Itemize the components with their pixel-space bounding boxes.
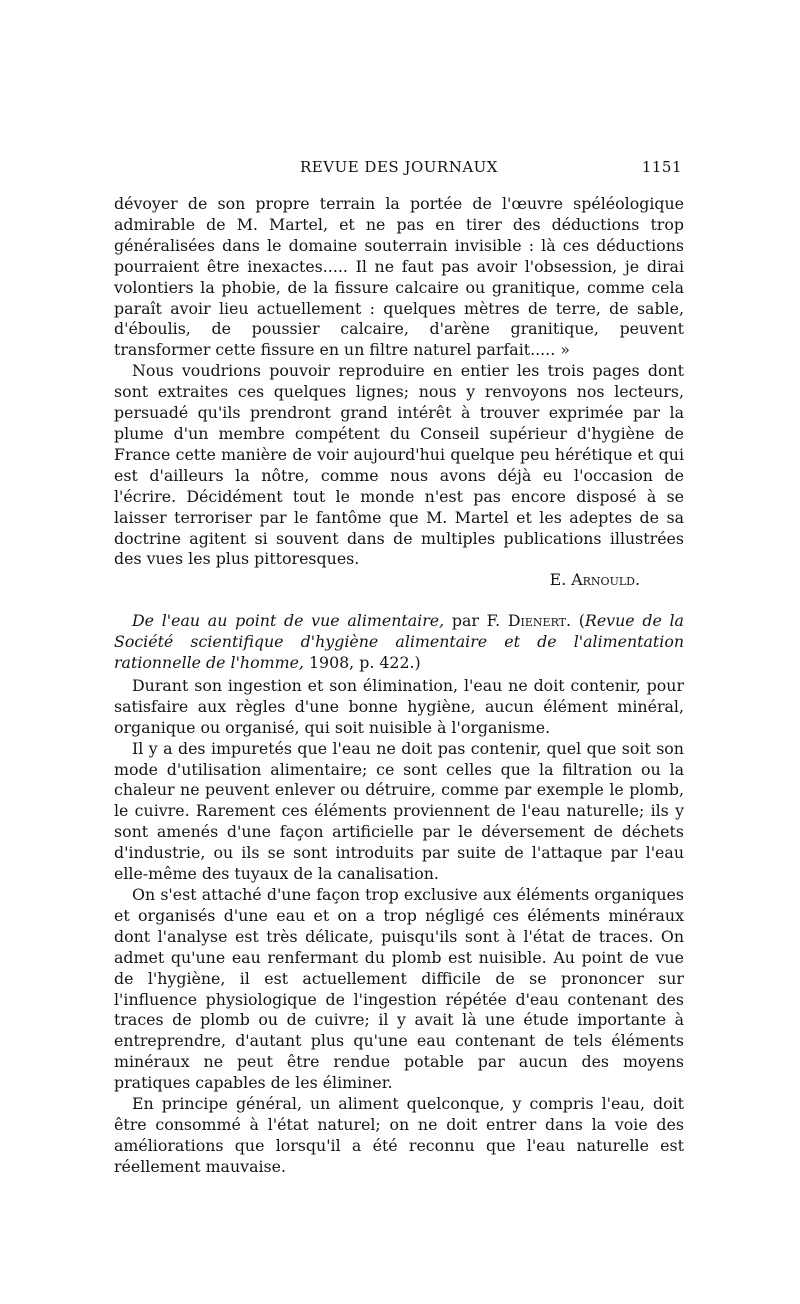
article2-source: Revue de la Société scientifique d'hygiène alimentaire et de l'alimentation rationnelle de l'homme, (114, 611, 684, 673)
article2-paragraph-2: Il y a des impuretés que l'eau ne doit pas contenir, quel que soit son mode d'utilisation alimentaire; ce sont celles que la filtration ou la chaleur ne peuvent enlever ou détruire, comme par exemple le plomb, le cuivre. Rarement ces éléments proviennent de l'eau naturelle; ils y sont amenés d'une façon artificielle par le déversement de déchets d'industrie, ou ils se sont introduits par suite de l'attaque par l'eau elle-même des tuyaux de la canalisation. (114, 738, 684, 884)
running-title: REVUE DES JOURNAUX (300, 158, 498, 176)
article2-source-open: ( (578, 611, 585, 631)
article2-paragraph-3: On s'est attaché d'une façon trop exclusive aux éléments organiques et organisés d'une eau et on a trop négligé ces éléments minéraux dont l'analyse est très délicate, puisqu'ils sont à l'état de traces. On admet qu'une eau renfermant du plomb est nuisible. Au point de vue de l'hygiène, il est actuellement difficile de se prononcer sur l'influence physiologique de l'ingestion répétée d'eau contenant des traces de plomb ou de cuivre; il y avait là une étude importante à entreprendre, d'autant plus qu'une eau contenant de tels éléments minéraux ne peut être rendue potable par aucun des moyens pratiques capables de les éliminer. (114, 885, 684, 1093)
article1-signature: E. Arnould. (549, 570, 640, 590)
article1-paragraph-2: Nous voudrions pouvoir reproduire en entier les trois pages dont sont extraites ces quelques lignes; nous y renvoyons nos lecteurs, persuadé qu'ils prendront grand intérêt à trouver exprimée par la plume d'un membre compétent du Conseil supérieur d'hygiène de France cette manière de voir aujourd'hui quelque peu hérétique et qui est d'ailleurs la nôtre, comme nous avons déjà eu l'occasion de l'écrire. Décidément tout le monde n'est pas encore disposé à se laisser terroriser par le fantôme que M. Martel et les adeptes de sa doctrine agitent si souvent dans de multiples publications illustrées des vues les plus pittoresques. (114, 361, 684, 569)
article2-author: F. Dienert. (486, 611, 572, 631)
journal-page (114, 158, 684, 1178)
page-number: 1151 (641, 158, 682, 176)
body-text (114, 194, 684, 1178)
article2-heading (114, 611, 684, 674)
section-gap (114, 591, 684, 611)
running-head (114, 158, 684, 180)
article1-paragraph-1: dévoyer de son propre terrain la portée de l'œuvre spéléologique admirable de M. Martel, et ne pas en tirer des déductions trop généralisées dans le domaine souterrain invisible : là ces déductions pourraient être inexactes..... Il ne faut pas avoir l'obsession, je dirai volontiers la phobie, de la fissure calcaire ou granitique, comme cela paraît avoir lieu actuellement : quelques mètres de terre, de sable, d'éboulis, de poussier calcaire, d'arène granitique, peuvent transformer cette fissure en un filtre naturel parfait..... » (114, 194, 684, 360)
article2-title: De l'eau au point de vue alimentaire, (132, 611, 445, 631)
article2-source-ref: 1908, p. 422.) (308, 653, 421, 673)
article2-by: par (451, 611, 479, 631)
article2-paragraph-4: En principe général, un aliment quelconque, y compris l'eau, doit être consommé à l'état naturel; on ne doit entrer dans la voie des améliorations que lorsqu'il a été reconnu que l'eau naturelle est réellement mauvaise. (114, 1094, 684, 1176)
article2-paragraph-1: Durant son ingestion et son élimination, l'eau ne doit contenir, pour satisfaire aux règles d'une bonne hygiène, aucun élément minéral, organique ou organisé, qui soit nuisible à l'organisme. (114, 675, 684, 737)
